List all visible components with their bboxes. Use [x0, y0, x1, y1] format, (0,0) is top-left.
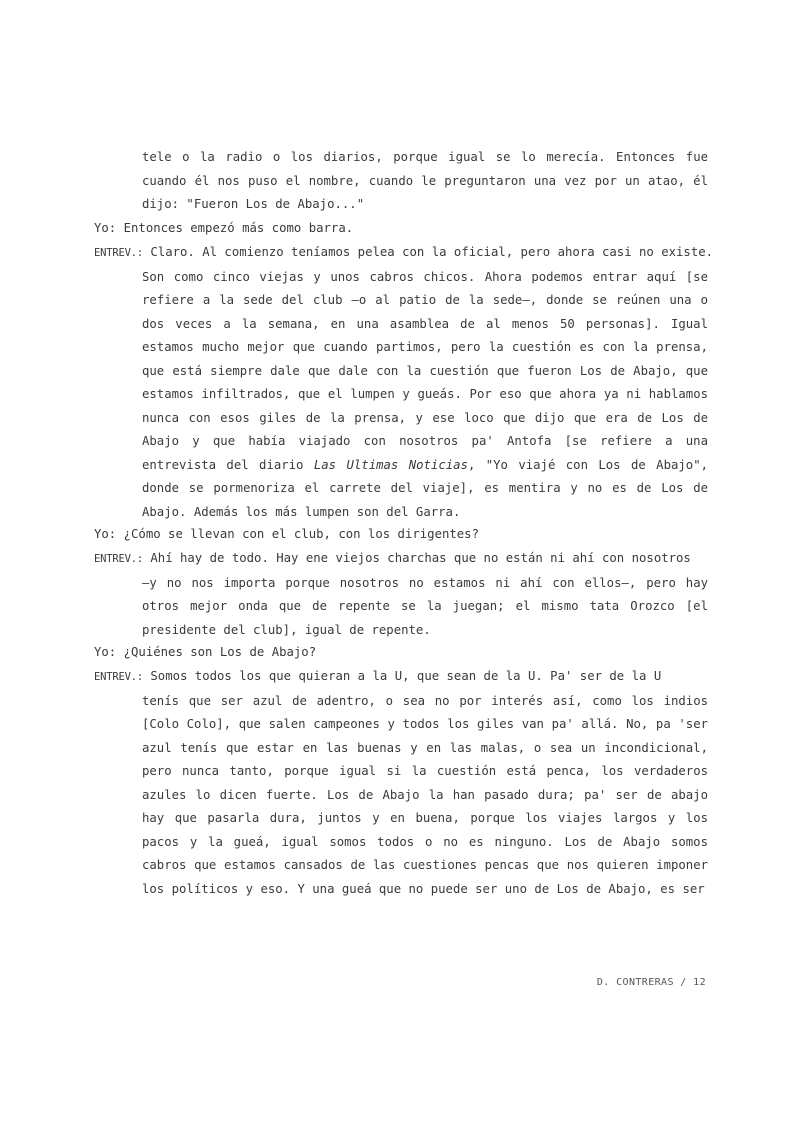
paragraph-text: —y no nos importa porque nosotros no estamos ni ahí con ellos—, pero hay otros mejor onda que de repente se la juegan; el mismo tata Orozco [el presidente del club], igual de repente.	[142, 575, 708, 637]
paragraph-entrev-3	[94, 665, 708, 901]
speaker-label: Yo:	[94, 645, 117, 659]
paragraph-continuation	[142, 146, 708, 217]
paragraph-first-line: ¿Cómo se llevan con el club, con los dirigentes?	[123, 527, 479, 541]
paragraph-first-line: ¿Quiénes son Los de Abajo?	[123, 645, 317, 659]
paragraph-body	[94, 266, 708, 525]
page-footer: D. CONTRERAS / 12	[596, 977, 706, 988]
paragraph-first-line: tele o la radio o los diarios, porque igual se lo merecía. Entonces fue	[142, 150, 708, 164]
paragraph-yo-1	[94, 217, 708, 241]
paragraph-yo-3	[94, 641, 708, 665]
paragraph-text: tenís que ser azul de adentro, o sea no por interés así, como los indios [Colo Colo], que salen campeones y todos los giles van pa' allá. No, pa 'ser azul tenís que estar en las buenas y en las malas, o sea un incondicional, pero nunca tanto, porque igual si la cuestión está penca, los verdaderos azules lo dicen fuerte. Los de Abajo la han pasado dura; pa' ser de abajo hay que pasarla dura, juntos y en buena, porque los viajes largos y los pacos y la gueá, igual somos todos o no es ninguno. Los de Abajo somos cabros que estamos cansados de las cuestiones pencas que nos quieren imponer los políticos y eso. Y una gueá que no puede ser uno de Los de Abajo, es ser	[142, 693, 708, 896]
paragraph-entrev-1	[94, 241, 714, 524]
speaker-label: ENTREV.:	[94, 247, 143, 259]
paragraph-first-line: Claro. Al comienzo teníamos pelea con la oficial, pero ahora casi no existe.	[150, 245, 714, 259]
newspaper-title: Las Ultimas Noticias	[313, 457, 468, 472]
paragraph-text: , "Yo viajé con Los de Abajo", donde se pormenoriza el carrete del viaje], es mentira y no es de Los de Abajo. Además los más lumpen son del Garra.	[142, 457, 708, 519]
speaker-label: Yo:	[94, 221, 117, 235]
speaker-label: ENTREV.:	[94, 671, 143, 683]
speaker-label: Yo:	[94, 527, 117, 541]
paragraph-first-line: Entonces empezó más como barra.	[123, 221, 354, 235]
paragraph-text: Son como cinco viejas y unos cabros chicos. Ahora podemos entrar aquí [se refiere a la sede del club —o al patio de la sede—, donde se reúnen una o dos veces a la semana, en una asamblea de al menos 50 personas]. Igual estamos mucho mejor que cuando partimos, pero la cuestión es con la prensa, que está siempre dale que dale con la cuestión que fueron Los de Abajo, que estamos infiltrados, que el lumpen y gueás. Por eso que ahora ya ni hablamos nunca con esos giles de la prensa, y ese loco que dijo que era de Los de Abajo y que había viajado con nosotros pa' Antofa [se refiere a una entrevista del diario	[142, 269, 708, 472]
paragraph-yo-2	[94, 523, 708, 547]
paragraph-first-line: Ahí hay de todo. Hay ene viejos charchas que no están ni ahí con nosotros	[150, 551, 691, 565]
paragraph-entrev-2	[94, 547, 708, 642]
speaker-label: ENTREV.:	[94, 553, 143, 565]
paragraph-text: cuando él nos puso el nombre, cuando le preguntaron una vez por un atao, él dijo: "Fueron Los de Abajo..."	[142, 173, 708, 211]
paragraph-first-line: Somos todos los que quieran a la U, que sean de la U. Pa' ser de la U	[150, 669, 662, 683]
